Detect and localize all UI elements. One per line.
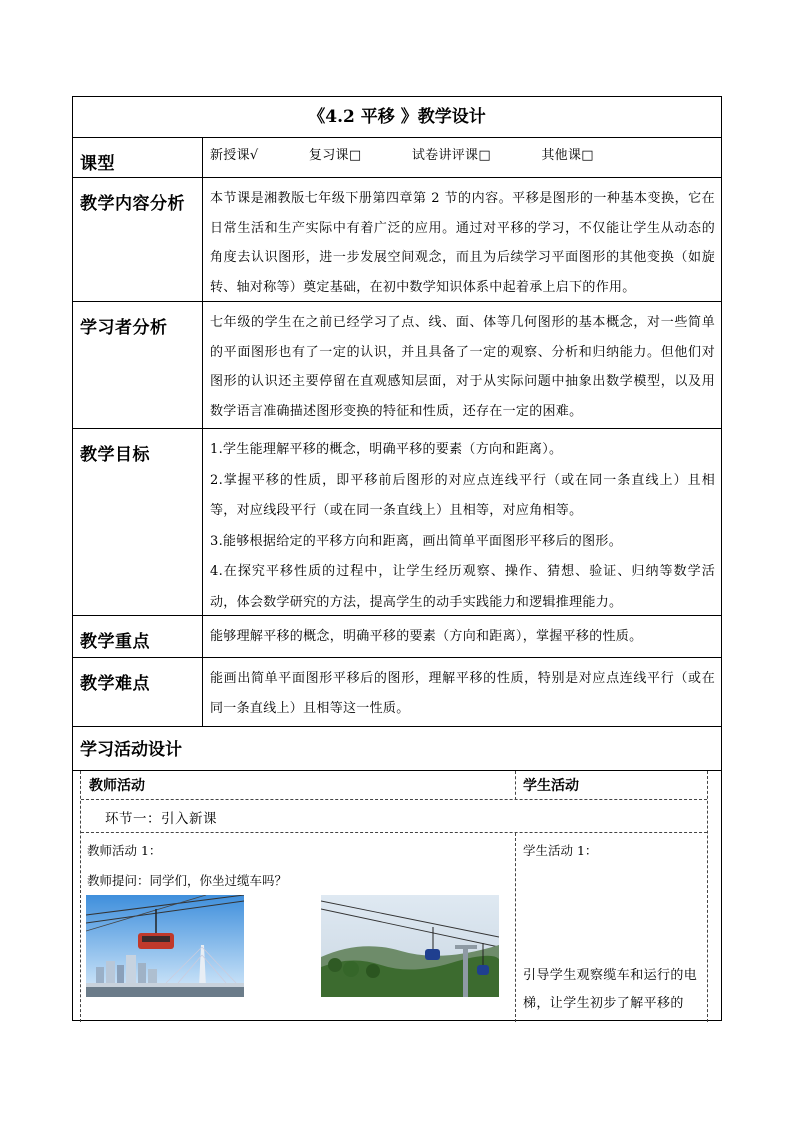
objectives-row: [73, 429, 721, 616]
teacher-activity-cell: [87, 839, 507, 893]
option-new-lesson: 新授课√: [210, 148, 259, 163]
paragraph: 能够理解平移的概念，明确平移的要素（方向和距离），掌握平移的性质。: [210, 629, 643, 644]
objective-item: 1.学生能理解平移的概念，明确平移的要素（方向和距离）。: [210, 442, 563, 457]
section-content: [203, 302, 721, 428]
teacher-activity-header: 教师活动: [89, 778, 145, 794]
stage-row: [81, 800, 707, 833]
paragraph: 七年级的学生在之前已经学习了点、线、面、体等几何图形的基本概念，对一些简单的平面图形也有了一定的认识，并且具备了一定的观察、分析和归纳能力。但他们对图形的认识还主要停留在直观感知层面，对于从实际问题中抽象出数学模型，以及用数学语言准确描述图形变换的特征和性质，还存在一定的困难。: [210, 315, 715, 419]
lesson-plan-table: [72, 96, 722, 1021]
stage-title: 环节一：引入新课: [105, 811, 217, 827]
key-points-row: [73, 616, 721, 658]
section-content: [203, 429, 721, 615]
option-other-lesson: 其他课□: [541, 148, 594, 163]
cable-car-city-photo: [86, 895, 244, 997]
section-content: [203, 658, 721, 726]
section-label: 学习者分析: [73, 302, 203, 428]
section-label: 教学目标: [73, 429, 203, 615]
title-text: 《4.2 平移 》教学设计: [308, 107, 486, 127]
lesson-type-label: 课型: [73, 138, 203, 177]
activity-title-row: [73, 727, 721, 771]
student-activity-label: 学生活动 1：: [523, 843, 598, 858]
learner-analysis-row: [73, 302, 721, 429]
student-activity-header: 学生活动: [523, 778, 579, 794]
activity-table: [80, 771, 708, 1022]
paragraph: 本节课是湘教版七年级下册第四章第 2 节的内容。平移是图形的一种基本变换，它在日常生活和生产实际中有着广泛的应用。通过对平移的学习，不仅能让学生从动态的角度去认识图形，进一步发展空间观念，而且为后续学习平面图形的其他变换（如旋转、轴对称等）奠定基础，在初中数学知识体系中起着承上启下的作用。: [210, 191, 715, 295]
section-label: 教学内容分析: [73, 178, 203, 301]
option-review-lesson: 复习课□: [308, 148, 362, 163]
document-title: [73, 97, 721, 138]
section-label: 教学难点: [73, 658, 203, 726]
lesson-type-options: [203, 138, 721, 177]
content-analysis-row: [73, 178, 721, 302]
section-content: [203, 178, 721, 301]
objective-item: 2.掌握平移的性质，即平移前后图形的对应点连线平行（或在同一条直线上）且相等，对应线段平行（或在同一条直线上）且相等，对应角相等。: [210, 472, 715, 518]
lesson-type-row: [73, 138, 721, 178]
section-content: [203, 616, 721, 657]
cable-car-mountain-photo: [321, 895, 499, 997]
section-label: 教学重点: [73, 616, 203, 657]
activity-header-row: [81, 771, 707, 800]
activity-title: 学习活动设计: [80, 740, 182, 760]
teacher-activity-label: 教师活动 1：: [87, 843, 162, 858]
objective-item: 4.在探究平移性质的过程中，让学生经历观察、操作、猜想、验证、归纳等数学活动，体会数学研究的方法，提高学生的动手实践能力和逻辑推理能力。: [210, 564, 715, 610]
student-activity-text: 引导学生观察缆车和运行的电梯，让学生初步了解平移的: [523, 968, 698, 1011]
student-activity-cell: [523, 839, 703, 863]
difficulties-row: [73, 658, 721, 727]
objective-item: 3.能够根据给定的平移方向和距离，画出简单平面图形平移后的图形。: [210, 533, 623, 549]
paragraph: 能画出简单平面图形平移后的图形，理解平移的性质，特别是对应点连线平行（或在同一条直线上）且相等这一性质。: [210, 671, 715, 716]
column-divider: [515, 833, 516, 1022]
option-exam-review-lesson: 试卷讲评课□: [411, 148, 491, 163]
teacher-question: 教师提问：同学们，你坐过缆车吗？: [87, 873, 288, 888]
